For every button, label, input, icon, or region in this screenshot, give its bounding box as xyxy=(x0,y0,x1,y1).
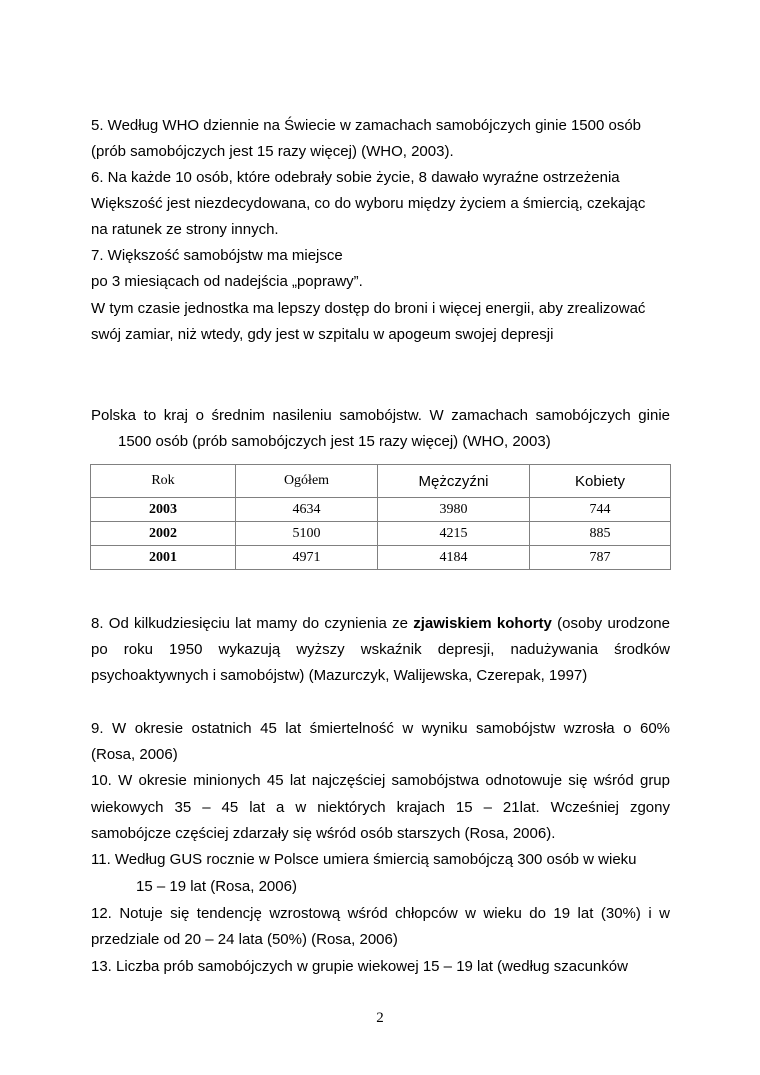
paragraph-8-text-b: (osoby urodzone xyxy=(551,615,670,632)
paragraph-12-line-2: przedziale od 20 – 24 lata (50%) (Rosa, 2006) xyxy=(91,931,398,948)
cell-year: 2002 xyxy=(91,522,236,546)
cell-total: 4634 xyxy=(236,498,378,522)
paragraph-7-line-2: po 3 miesiącach od nadejścia „poprawy”. xyxy=(91,273,363,290)
header-ogolem: Ogółem xyxy=(236,465,378,498)
paragraph-8-line-3: psychoaktywnych i samobójstw) (Mazurczyk, Walijewska, Czerepak, 1997) xyxy=(91,667,588,684)
cell-men: 4184 xyxy=(378,546,530,570)
paragraph-10-line-2: wiekowych 35 – 45 lat a w niektórych krajach 15 – 21lat. Wcześniej zgony xyxy=(91,799,670,816)
cell-men: 4215 xyxy=(378,522,530,546)
paragraph-8-line-1 xyxy=(91,611,670,637)
paragraph-7-line-3: W tym czasie jednostka ma lepszy dostęp do broni i więcej energii, aby zrealizować xyxy=(91,300,646,317)
paragraph-6-line-1: 6. Na każde 10 osób, które odebrały sobie życie, 8 dawało wyraźne ostrzeżenia xyxy=(91,169,620,186)
poland-paragraph-line-2: 1500 osób (prób samobójczych jest 15 razy więcej) (WHO, 2003) xyxy=(118,433,551,450)
paragraph-9-line-1: 9. W okresie ostatnich 45 lat śmiertelność w wyniku samobójstw wzrosła o 60% xyxy=(91,720,670,737)
paragraph-8-line-2: po roku 1950 wykazują wyższy wskaźnik depresji, nadużywania środków xyxy=(91,641,670,658)
suicide-statistics-table xyxy=(90,464,671,570)
cell-year: 2001 xyxy=(91,546,236,570)
poland-paragraph-line-1: Polska to kraj o średnim nasileniu samobójstw. W zamachach samobójczych ginie xyxy=(91,407,670,424)
paragraph-8-text-a: 8. Od kilkudziesięciu lat mamy do czynienia ze xyxy=(91,615,414,632)
header-rok: Rok xyxy=(91,465,236,498)
table-row xyxy=(91,498,671,522)
cell-year: 2003 xyxy=(91,498,236,522)
paragraph-6-line-2: Większość jest niezdecydowana, co do wyboru między życiem a śmiercią, czekając xyxy=(91,195,646,212)
cell-total: 5100 xyxy=(236,522,378,546)
paragraph-13-line-1: 13. Liczba prób samobójczych w grupie wiekowej 15 – 19 lat (według szacunków xyxy=(91,958,628,975)
cohort-phenomenon-term: zjawiskiem kohorty xyxy=(413,615,552,632)
page-number: 2 xyxy=(376,1010,384,1026)
paragraph-11-line-1: 11. Według GUS rocznie w Polsce umiera śmiercią samobójczą 300 osób w wieku xyxy=(91,851,637,868)
paragraph-5-line-1: 5. Według WHO dziennie na Świecie w zamachach samobójczych ginie 1500 osób xyxy=(91,117,642,134)
cell-men: 3980 xyxy=(378,498,530,522)
paragraph-9-line-2: (Rosa, 2006) xyxy=(91,746,178,763)
header-mezczyzni: Mężczyźni xyxy=(378,465,530,498)
cell-women: 787 xyxy=(530,546,671,570)
paragraph-10-line-3: samobójcze częściej zdarzały się wśród osób starszych (Rosa, 2006). xyxy=(91,825,556,842)
paragraph-12-line-1: 12. Notuje się tendencję wzrostową wśród chłopców w wieku do 19 lat (30%) i w xyxy=(91,905,670,922)
cell-women: 885 xyxy=(530,522,671,546)
paragraph-7-line-4: swój zamiar, niż wtedy, gdy jest w szpitalu w apogeum swojej depresji xyxy=(91,326,554,343)
paragraph-7-line-1: 7. Większość samobójstw ma miejsce xyxy=(91,247,343,264)
table-row xyxy=(91,546,671,570)
cell-women: 744 xyxy=(530,498,671,522)
header-kobiety: Kobiety xyxy=(530,465,671,498)
cell-total: 4971 xyxy=(236,546,378,570)
table-row xyxy=(91,522,671,546)
paragraph-11-line-2: 15 – 19 lat (Rosa, 2006) xyxy=(136,878,297,895)
paragraph-10-line-1: 10. W okresie minionych 45 lat najczęściej samobójstwa odnotowuje się wśród grup xyxy=(91,772,670,789)
paragraph-5-line-2: (prób samobójczych jest 15 razy więcej) (WHO, 2003). xyxy=(91,143,454,160)
paragraph-6-line-3: na ratunek ze strony innych. xyxy=(91,221,279,238)
table-header-row xyxy=(91,465,671,498)
